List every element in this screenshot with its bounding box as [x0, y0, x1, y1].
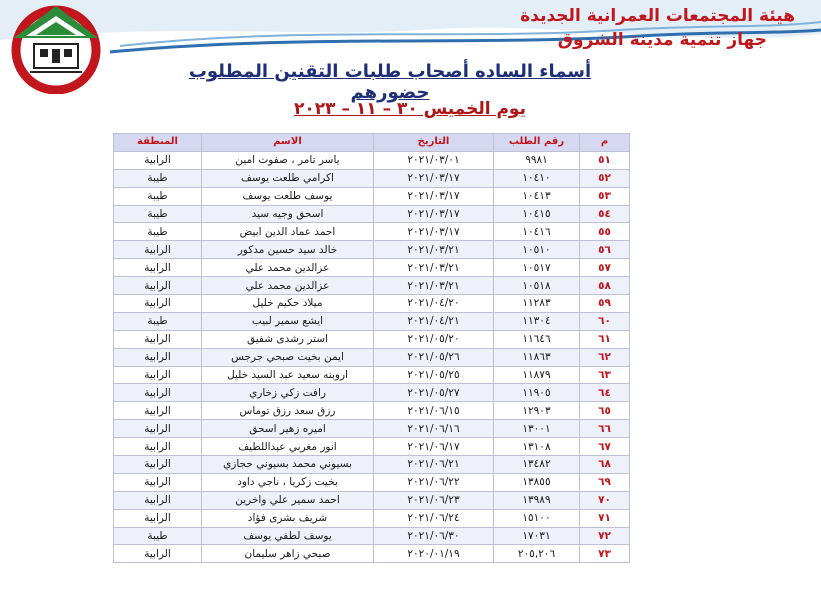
table-row — [114, 259, 630, 277]
area: الرابية — [114, 259, 202, 277]
table-row — [114, 223, 630, 241]
request-date: ٢٠٢١/٠٦/٢٢ — [374, 473, 494, 491]
request-number: ١٣٠٠١ — [494, 420, 580, 438]
applicants-table — [113, 133, 630, 563]
row-index: ٦٤ — [580, 384, 630, 402]
row-index: ٦٢ — [580, 348, 630, 366]
request-date: ٢٠٢١/٠٣/٠١ — [374, 151, 494, 169]
area: الرابية — [114, 348, 202, 366]
applicant-name: رافت زكي زخاري — [202, 384, 374, 402]
applicant-name: يوسف طلعت يوسف — [202, 187, 374, 205]
area: الرابية — [114, 151, 202, 169]
applicant-name: عزالدين محمد علي — [202, 259, 374, 277]
request-date: ٢٠٢١/٠٥/٢٦ — [374, 348, 494, 366]
area: الرابية — [114, 402, 202, 420]
request-number: ١٣٤٨٢ — [494, 456, 580, 474]
area: الرابية — [114, 295, 202, 313]
request-number: ٩٩٨١ — [494, 151, 580, 169]
applicant-name: اميره زهير اسحق — [202, 420, 374, 438]
request-date: ٢٠٢١/٠٦/١٧ — [374, 438, 494, 456]
area: الرابية — [114, 438, 202, 456]
area: طيبة — [114, 223, 202, 241]
request-number: ١٠٥١٧ — [494, 259, 580, 277]
request-number: ١٠٤١٣ — [494, 187, 580, 205]
applicant-name: شريف بشرى فؤاد — [202, 509, 374, 527]
area: طيبة — [114, 169, 202, 187]
table-row — [114, 348, 630, 366]
applicant-name: خالد سيد حسين مدكور — [202, 241, 374, 259]
applicant-name: صبحي زاهر سليمان — [202, 545, 374, 563]
area: الرابية — [114, 330, 202, 348]
applicant-name: بخيت زكريا ، ناجي داود — [202, 473, 374, 491]
request-number: ١٠٥١٨ — [494, 277, 580, 295]
row-index: ٥١ — [580, 151, 630, 169]
request-date: ٢٠٢١/٠٥/٢٧ — [374, 384, 494, 402]
request-date: ٢٠٢١/٠٥/٢٥ — [374, 366, 494, 384]
meeting-date: يوم الخميس ٣٠ – ١١ – ٢٠٢٣ — [294, 99, 526, 119]
row-index: ٦٠ — [580, 312, 630, 330]
area: الرابية — [114, 366, 202, 384]
table-row — [114, 402, 630, 420]
request-date: ٢٠٢١/٠٣/١٧ — [374, 205, 494, 223]
row-index: ٥٧ — [580, 259, 630, 277]
request-number: ٢٠٥,٢٠٦ — [494, 545, 580, 563]
request-number: ١١٨٦٣ — [494, 348, 580, 366]
request-number: ١٠٥١٠ — [494, 241, 580, 259]
request-number: ١٢٩٠٣ — [494, 402, 580, 420]
area: الرابية — [114, 509, 202, 527]
table-row — [114, 438, 630, 456]
applicant-name: اكرامي طلعت يوسف — [202, 169, 374, 187]
row-index: ٥٢ — [580, 169, 630, 187]
row-index: ٥٤ — [580, 205, 630, 223]
request-number: ١٣٨٥٥ — [494, 473, 580, 491]
row-index: ٦١ — [580, 330, 630, 348]
area: الرابية — [114, 491, 202, 509]
row-index: ٧١ — [580, 509, 630, 527]
header-request-number: رقم الطلب — [494, 134, 580, 152]
table-row — [114, 527, 630, 545]
request-number: ١٠٤١٠ — [494, 169, 580, 187]
applicant-name: ايمن بخيت صبحي جرجس — [202, 348, 374, 366]
request-date: ٢٠٢٠/٠١/١٩ — [374, 545, 494, 563]
row-index: ٥٦ — [580, 241, 630, 259]
request-date: ٢٠٢١/٠٦/١٦ — [374, 420, 494, 438]
table-row — [114, 509, 630, 527]
row-index: ٦٨ — [580, 456, 630, 474]
table-row — [114, 277, 630, 295]
applicant-name: احمد عماد الدين ابيض — [202, 223, 374, 241]
header-name: الاسم — [202, 134, 374, 152]
applicant-name: ايشع سمير لبيب — [202, 312, 374, 330]
table-row — [114, 312, 630, 330]
table-row — [114, 151, 630, 169]
applicant-name: احمد سمير علي واخرين — [202, 491, 374, 509]
request-date: ٢٠٢١/٠٦/١٥ — [374, 402, 494, 420]
row-index: ٥٥ — [580, 223, 630, 241]
row-index: ٥٩ — [580, 295, 630, 313]
page-title: أسماء الساده أصحاب طلبات التقنين المطلوب حضورهم — [188, 61, 592, 103]
table-row — [114, 545, 630, 563]
table-row — [114, 205, 630, 223]
row-index: ٦٣ — [580, 366, 630, 384]
table-row — [114, 491, 630, 509]
request-date: ٢٠٢١/٠٣/٢١ — [374, 241, 494, 259]
org-line-1: هيئة المجتمعات العمرانية الجديدة — [520, 6, 795, 26]
area: طيبة — [114, 527, 202, 545]
request-number: ١٣٩٨٩ — [494, 491, 580, 509]
row-index: ٦٩ — [580, 473, 630, 491]
org-line-2: جهاز تنمية مدينة الشروق — [557, 30, 767, 50]
table-header-row — [114, 134, 630, 152]
request-date: ٢٠٢١/٠٤/٢٠ — [374, 295, 494, 313]
request-number: ١١٣٠٤ — [494, 312, 580, 330]
row-index: ٦٦ — [580, 420, 630, 438]
table-row — [114, 473, 630, 491]
request-number: ١٥١٠٠ — [494, 509, 580, 527]
request-number: ١٠٤١٦ — [494, 223, 580, 241]
area: الرابية — [114, 420, 202, 438]
applicant-name: ميلاد حكيم خليل — [202, 295, 374, 313]
table-row — [114, 295, 630, 313]
applicant-name: اروبنه سعيد عبد السيد خليل — [202, 366, 374, 384]
table-row — [114, 169, 630, 187]
area: الرابية — [114, 545, 202, 563]
area: طيبة — [114, 312, 202, 330]
request-number: ١١٨٧٩ — [494, 366, 580, 384]
applicant-name: عزالدين محمد علي — [202, 277, 374, 295]
header-area: المنطقة — [114, 134, 202, 152]
request-date: ٢٠٢١/٠٣/١٧ — [374, 187, 494, 205]
row-index: ٧٣ — [580, 545, 630, 563]
request-date: ٢٠٢١/٠٣/٢١ — [374, 277, 494, 295]
applicant-name: بسيوني محمد بسيوني حجازي — [202, 456, 374, 474]
row-index: ٧٢ — [580, 527, 630, 545]
request-date: ٢٠٢١/٠٤/٢١ — [374, 312, 494, 330]
applicant-name: استر رشدى شفيق — [202, 330, 374, 348]
row-index: ٦٧ — [580, 438, 630, 456]
request-date: ٢٠٢١/٠٦/٢٤ — [374, 509, 494, 527]
request-number: ١٠٤١٥ — [494, 205, 580, 223]
table-row — [114, 330, 630, 348]
applicant-name: ياسر تامر ، صفوت امين — [202, 151, 374, 169]
table-row — [114, 187, 630, 205]
request-number: ١١٢٨٣ — [494, 295, 580, 313]
request-number: ١٧٠٣١ — [494, 527, 580, 545]
header-date: التاريخ — [374, 134, 494, 152]
request-number: ١٣١٠٨ — [494, 438, 580, 456]
request-date: ٢٠٢١/٠٣/١٧ — [374, 223, 494, 241]
area: الرابية — [114, 384, 202, 402]
authority-logo-icon — [8, 2, 108, 94]
applicant-name: انور مغربي عبداللطيف — [202, 438, 374, 456]
row-index: ٧٠ — [580, 491, 630, 509]
table-row — [114, 384, 630, 402]
row-index: ٥٨ — [580, 277, 630, 295]
request-date: ٢٠٢١/٠٥/٢٠ — [374, 330, 494, 348]
request-date: ٢٠٢١/٠٦/٢٣ — [374, 491, 494, 509]
organization-name — [520, 4, 795, 52]
area: الرابية — [114, 456, 202, 474]
applicant-name: اسحق وجيه سيد — [202, 205, 374, 223]
area: الرابية — [114, 241, 202, 259]
request-date: ٢٠٢١/٠٦/٢١ — [374, 456, 494, 474]
table-row — [114, 456, 630, 474]
request-date: ٢٠٢١/٠٦/٣٠ — [374, 527, 494, 545]
header-index: م — [580, 134, 630, 152]
request-date: ٢٠٢١/٠٣/٢١ — [374, 259, 494, 277]
row-index: ٥٣ — [580, 187, 630, 205]
area: الرابية — [114, 473, 202, 491]
area: الرابية — [114, 277, 202, 295]
area: طيبة — [114, 187, 202, 205]
applicant-name: رزق سعد رزق توماس — [202, 402, 374, 420]
request-date: ٢٠٢١/٠٣/١٧ — [374, 169, 494, 187]
table-row — [114, 241, 630, 259]
table-row — [114, 366, 630, 384]
row-index: ٦٥ — [580, 402, 630, 420]
request-number: ١١٦٤٦ — [494, 330, 580, 348]
request-number: ١١٩٠٥ — [494, 384, 580, 402]
table-row — [114, 420, 630, 438]
area: طيبة — [114, 205, 202, 223]
applicant-name: يوسف لطفي يوسف — [202, 527, 374, 545]
